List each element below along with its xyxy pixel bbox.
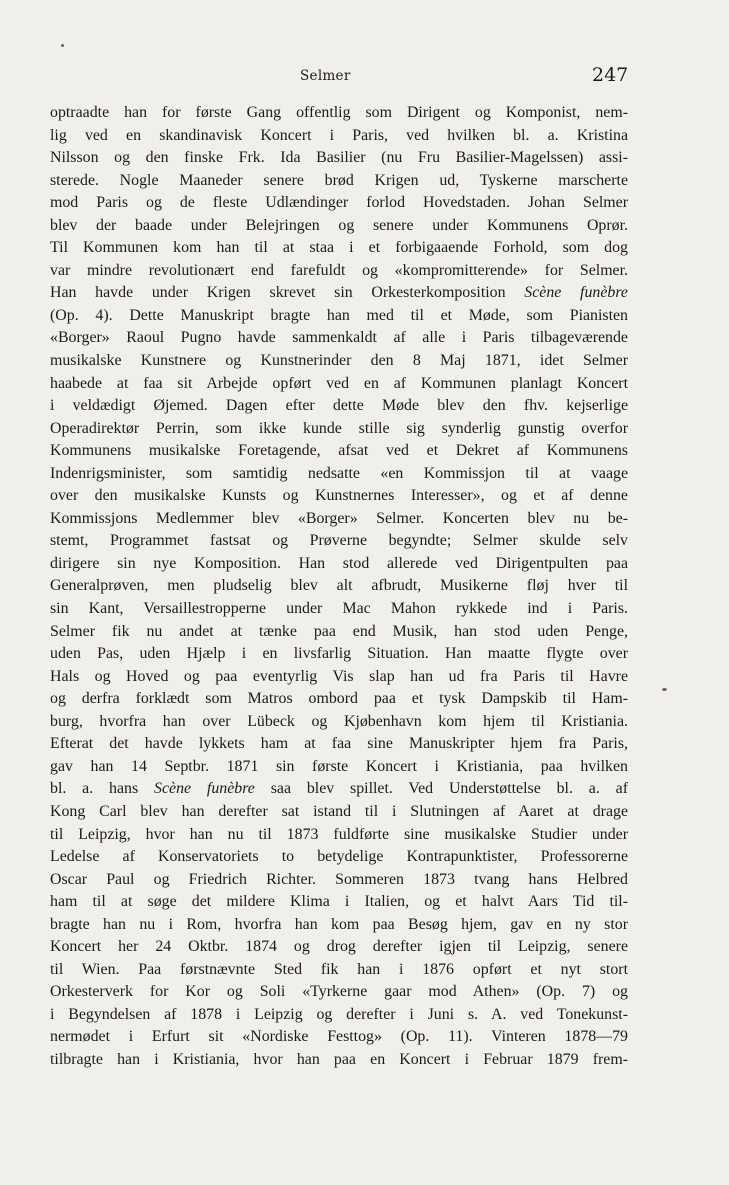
text-line: tilbragte han i Kristiania, hvor han paa en Koncert i Februar 1879 frem- — [50, 1050, 628, 1068]
text-line: dirigere sin nye Komposition. Han stod allerede ved Dirigentpulten paa — [50, 554, 628, 572]
text-line: Til Kommunen kom han til at staa i et forbigaaende Forhold, som dog — [50, 239, 628, 257]
text-line: over den musikalske Kunsts og Kunstnernes Interesser», og et af denne — [50, 487, 628, 505]
text-line: (Op. 4). Dette Manuskript bragte han med til et Møde, som Pianisten — [50, 306, 628, 324]
text-line: bragte han nu i Rom, hvorfra han kom paa Besøg hjem, gav en ny stor — [50, 915, 628, 933]
text-line: sterede. Nogle Maaneder senere brød Krigen ud, Tyskerne marscherte — [50, 171, 628, 189]
text-line: uden Pas, uden Hjælp i en livsfarlig Situation. Han maatte flygte over — [50, 645, 628, 663]
text-line: i veldædigt Øjemed. Dagen efter dette Møde blev den fhv. kejserlige — [50, 397, 628, 415]
text-line: Ledelse af Konservatoriets to betydelige Kontrapunktister, Professorerne — [50, 848, 628, 866]
text-line: Selmer fik nu andet at tænke paa end Musik, han stod uden Penge, — [50, 622, 628, 640]
running-title: Selmer — [300, 68, 351, 84]
text-line: «Borger» Raoul Pugno havde sammenkaldt af alle i Paris tilbageværende — [50, 329, 628, 347]
italic-title: Scène funèbre — [154, 780, 255, 798]
text-line: lig ved en skandinavisk Koncert i Paris, ved hvilken bl. a. Kristina — [50, 126, 628, 144]
text-line: Operadirektør Perrin, som ikke kunde stille sig synderlig gunstig overfor — [50, 419, 628, 437]
italic-title: Scène funèbre — [524, 284, 628, 302]
text-line: gav han 14 Septbr. 1871 sin første Koncert i Kristiania, paa hvilken — [50, 757, 628, 775]
text-line: mod Paris og de fleste Udlændinger forlod Hovedstaden. Johan Selmer — [50, 194, 628, 212]
page-number: 247 — [592, 64, 629, 86]
text-line: i Begyndelsen af 1878 i Leipzig og derefter i Juni s. A. ved Tonekunst- — [50, 1005, 628, 1023]
text-line: stemt, Programmet fastsat og Prøverne begyndte; Selmer skulde selv — [50, 532, 628, 550]
body-text — [50, 102, 628, 1072]
text-line: Indenrigsminister, som samtidig nedsatte «en Kommissjon til at vaage — [50, 464, 628, 482]
text-line: og derfra forklædt som Matros ombord paa et tysk Dampskib til Ham- — [50, 690, 628, 708]
text-line — [50, 778, 628, 801]
text-line: var mindre revolutionært end farefuldt og «kompromitterende» for Selmer. — [50, 261, 628, 279]
text-line: Kommissjons Medlemmer blev «Borger» Selmer. Koncerten blev nu be- — [50, 509, 628, 527]
paper-speck — [61, 44, 64, 47]
text-line: nermødet i Erfurt sit «Nordiske Festtog» (Op. 11). Vinteren 1878—79 — [50, 1028, 628, 1046]
text-line: Kommunens musikalske Foretagende, afsat ved et Dekret af Kommunens — [50, 442, 628, 460]
text-line: til Wien. Paa førstnævnte Sted fik han i 1876 opført et nyt stort — [50, 960, 628, 978]
text-line — [50, 282, 628, 305]
text-line: burg, hvorfra han over Lübeck og Kjøbenhavn kom hjem til Kristiania. — [50, 712, 628, 730]
text-line: Generalprøven, men pludselig blev alt afbrudt, Musikerne fløj hver til — [50, 577, 628, 595]
text-line: Orkesterverk for Kor og Soli «Tyrkerne gaar mod Athen» (Op. 7) og — [50, 983, 628, 1001]
text-segment: saa blev spillet. Ved Understøttelse bl. a. af — [254, 780, 628, 798]
paper-speck — [662, 688, 667, 691]
text-line: Oscar Paul og Friedrich Richter. Sommeren 1873 tvang hans Helbred — [50, 870, 628, 888]
text-line: optraadte han for første Gang offentlig som Dirigent og Komponist, nem- — [50, 104, 628, 121]
text-line: Kong Carl blev han derefter sat istand til i Slutningen af Aaret at drage — [50, 802, 628, 820]
text-line: sin Kant, Versaillestropperne under Mac Mahon rykkede ind i Paris. — [50, 600, 628, 618]
text-line: Hals og Hoved og paa eventyrlig Vis slap han ud fra Paris til Havre — [50, 667, 628, 685]
text-line: haabede at faa sit Arbejde opført ved en af Kommunen planlagt Koncert — [50, 374, 628, 392]
text-line: ham til at søge det mildere Klima i Italien, og et halvt Aars Tid til- — [50, 893, 628, 911]
text-line: Nilsson og den finske Frk. Ida Basilier (nu Fru Basilier-Magelssen) assi- — [50, 149, 628, 167]
text-line: til Leipzig, hvor han nu til 1873 fuldførte sine musikalske Studier under — [50, 825, 628, 843]
text-line: blev der baade under Belejringen og senere under Kommunens Oprør. — [50, 216, 628, 234]
text-segment: Han havde under Krigen skrevet sin Orkesterkomposition — [50, 284, 525, 302]
text-line: Efterat det havde lykkets ham at faa sine Manuskripter hjem fra Paris, — [50, 735, 628, 753]
text-line: Koncert her 24 Oktbr. 1874 og drog derefter igjen til Leipzig, senere — [50, 938, 628, 956]
text-segment: bl. a. hans — [50, 780, 155, 798]
text-line: musikalske Kunstnere og Kunstnerinder den 8 Maj 1871, idet Selmer — [50, 352, 628, 370]
